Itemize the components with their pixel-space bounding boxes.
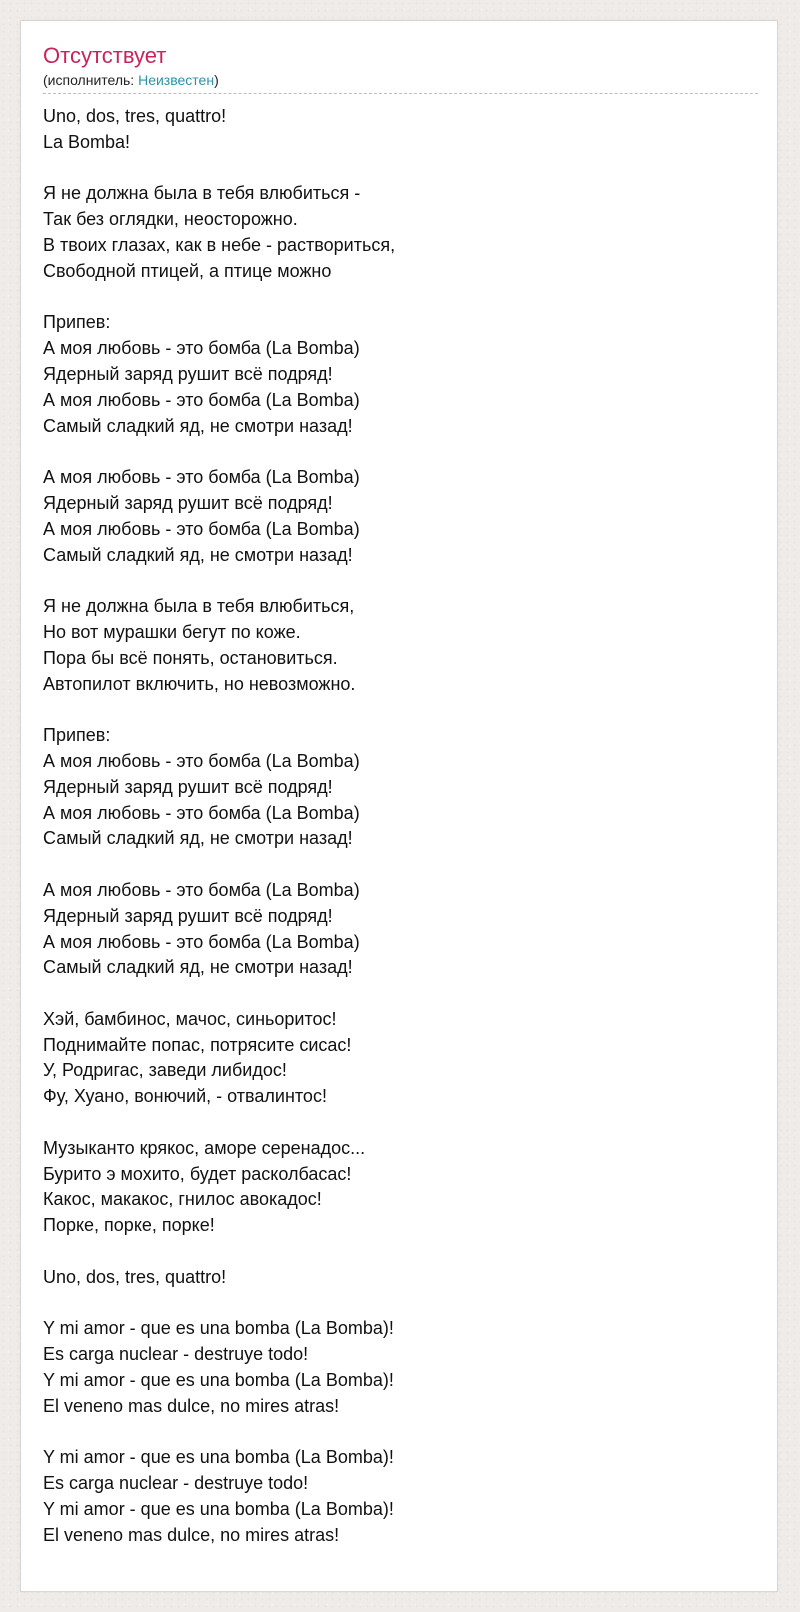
lyric-line: Ядерный заряд рушит всё подряд! (43, 776, 333, 797)
lyric-line: Es carga nuclear - destruye todo! (43, 1344, 309, 1365)
lyric-line: Фу, Хуано, вонючий, - отвалинтос! (43, 1086, 327, 1107)
lyric-line (43, 981, 755, 1007)
lyric-line (43, 439, 755, 465)
lyric-line: Я не должна была в тебя влюбиться - (43, 183, 361, 204)
lyric-line: Uno, dos, tres, quattro! (43, 106, 227, 126)
lyric-line: Бурито э мохито, будет расколбасас! (43, 1163, 352, 1184)
lyric-line: Самый сладкий яд, не смотри назад! (43, 415, 353, 436)
lyric-line: Ядерный заряд рушит всё подряд! (43, 492, 333, 513)
lyric-line: Y mi amor - que es una bomba (La Bomba)! (43, 1447, 394, 1468)
lyric-line: Самый сладкий яд, не смотри назад! (43, 957, 353, 978)
lyric-line: Поднимайте попас, потрясите сисас! (43, 1034, 352, 1055)
lyric-line: El veneno mas dulce, no mires atras! (43, 1524, 340, 1545)
lyric-line: Ядерный заряд рушит всё подряд! (43, 363, 333, 384)
lyric-line: Так без оглядки, неосторожно. (43, 209, 298, 230)
lyric-line: Y mi amor - que es una bomba (La Bomba)! (43, 1499, 394, 1520)
lyric-line: Но вот мурашки бегут по коже. (43, 621, 301, 642)
lyric-line: Uno, dos, tres, quattro! (43, 1266, 227, 1287)
artist-link[interactable]: Неизвестен (138, 72, 215, 88)
lyric-line: Самый сладкий яд, не смотри назад! (43, 828, 353, 849)
lyric-line (43, 1291, 755, 1317)
lyric-line: La Bomba! (43, 131, 131, 152)
lyric-line: Припев: (43, 312, 111, 333)
lyric-line (43, 1420, 755, 1446)
lyric-line: А моя любовь - это бомба (La Bomba) (43, 802, 360, 823)
lyric-line: Я не должна была в тебя влюбиться, (43, 596, 355, 617)
lyric-line: Какос, макакос, гнилос авокадос! (43, 1189, 322, 1210)
lyric-line (43, 568, 755, 594)
lyric-line: Y mi amor - que es una bomba (La Bomba)! (43, 1370, 394, 1391)
lyric-line: А моя любовь - это бомба (La Bomba) (43, 750, 360, 771)
lyric-line (43, 1239, 755, 1265)
lyric-line: Свободной птицей, а птице можно (43, 260, 332, 281)
lyric-line: El veneno mas dulce, no mires atras! (43, 1395, 340, 1416)
lyrics-text (43, 104, 755, 1549)
lyric-line (43, 697, 755, 723)
song-title: Отсутствует (43, 43, 167, 68)
lyric-line: В твоих глазах, как в небе - раствориться, (43, 234, 396, 255)
lyric-line: Самый сладкий яд, не смотри назад! (43, 544, 353, 565)
lyric-line: А моя любовь - это бомба (La Bomba) (43, 931, 360, 952)
lyric-line: Пора бы всё понять, остановиться. (43, 647, 338, 668)
artist-suffix: ) (214, 72, 219, 88)
lyric-line (43, 156, 755, 182)
lyric-line: А моя любовь - это бомба (La Bomba) (43, 518, 360, 539)
lyric-line: Порке, порке, порке! (43, 1215, 215, 1236)
artist-line (43, 71, 758, 94)
lyric-line (43, 285, 755, 311)
lyric-line: Автопилот включить, но невозможно. (43, 673, 356, 694)
lyric-line: У, Родригас, заведи либидос! (43, 1060, 287, 1081)
lyric-line: Припев: (43, 725, 111, 746)
lyric-line: Хэй, бамбинос, мачос, синьоритос! (43, 1008, 337, 1029)
lyric-line: А моя любовь - это бомба (La Bomba) (43, 879, 360, 900)
lyric-line: Es carga nuclear - destruye todo! (43, 1473, 309, 1494)
lyric-line: Музыканто крякос, аморе серенадос... (43, 1137, 366, 1158)
lyrics-card (20, 20, 778, 1592)
lyric-line (43, 852, 755, 878)
lyric-line: Y mi amor - que es una bomba (La Bomba)! (43, 1318, 394, 1339)
lyric-line: Ядерный заряд рушит всё подряд! (43, 905, 333, 926)
lyric-line: А моя любовь - это бомба (La Bomba) (43, 338, 360, 359)
lyric-line: А моя любовь - это бомба (La Bomba) (43, 389, 360, 410)
artist-prefix: (исполнитель: (43, 72, 139, 88)
lyric-line: А моя любовь - это бомба (La Bomba) (43, 467, 360, 488)
lyric-line (43, 1110, 755, 1136)
